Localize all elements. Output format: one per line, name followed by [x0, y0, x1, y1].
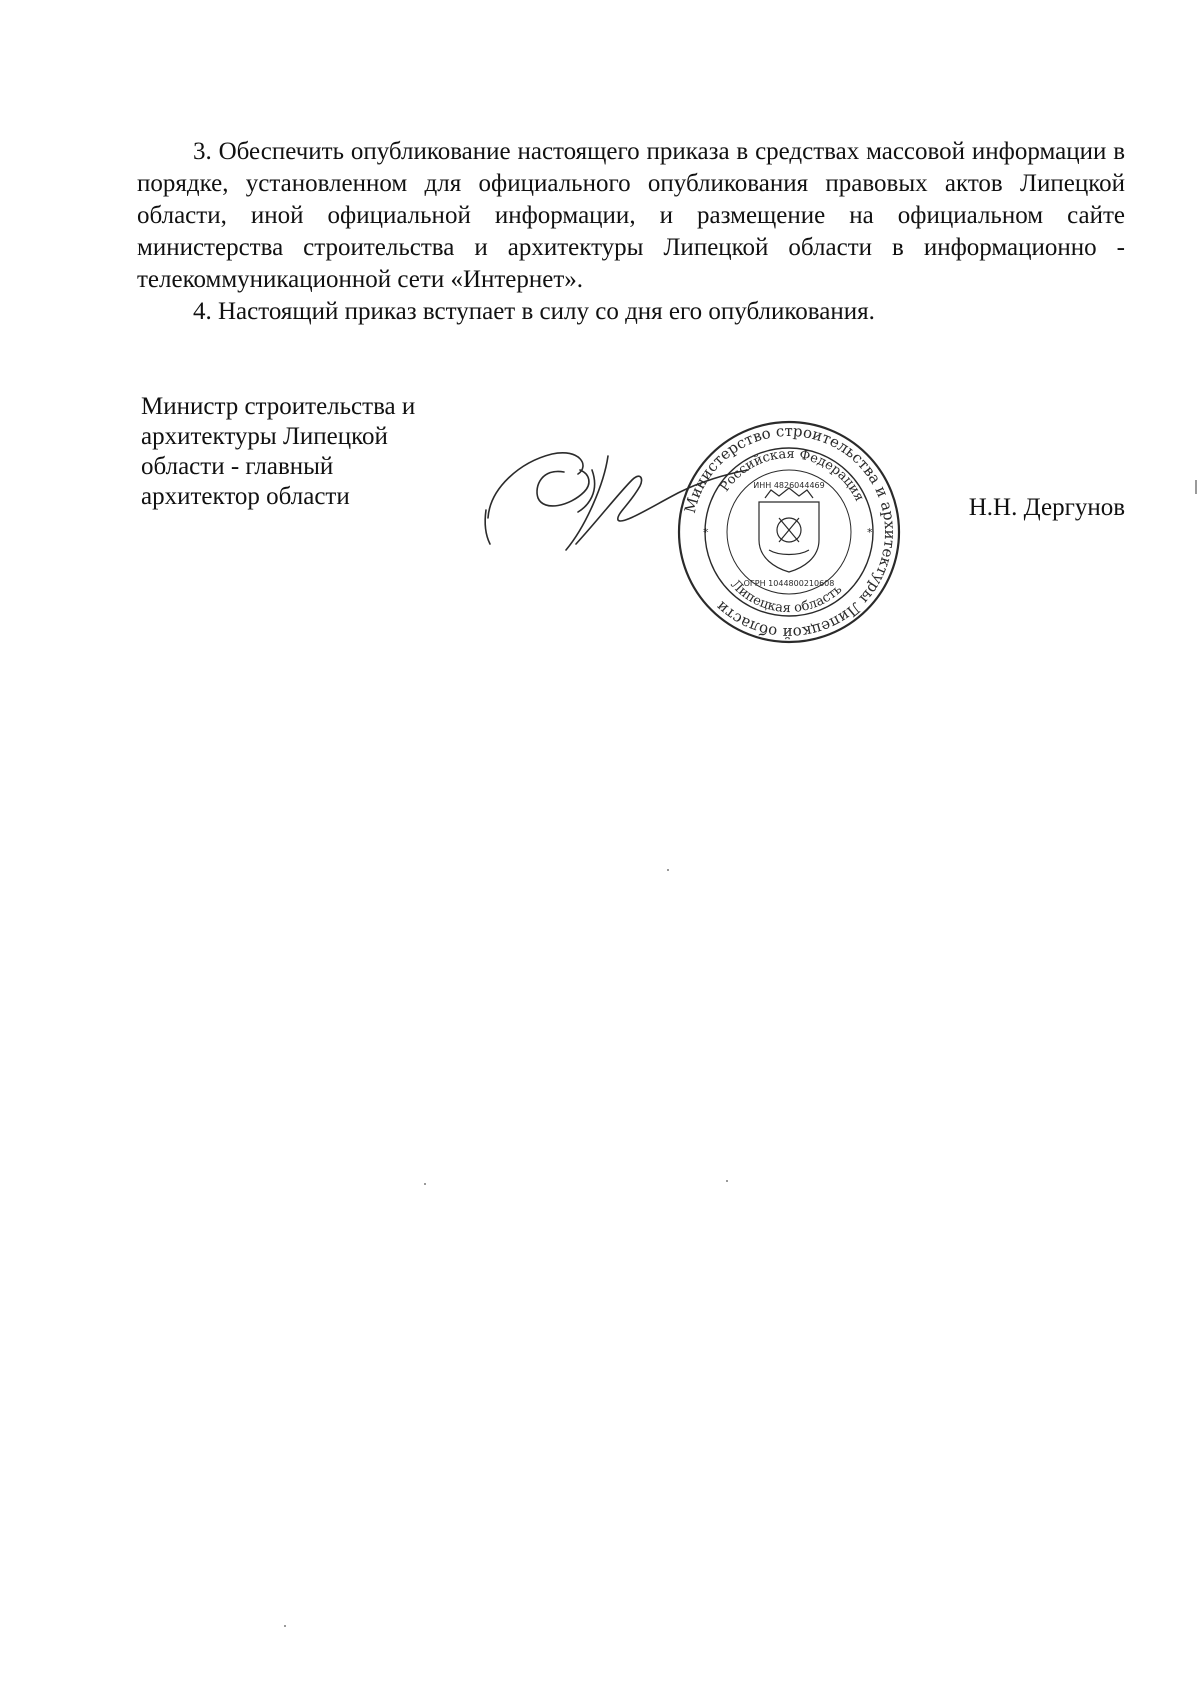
- scan-artifact: [726, 1180, 728, 1182]
- signer-name: Н.Н. Дергунов: [968, 494, 1125, 521]
- seal-star-right: *: [867, 526, 873, 539]
- seal-ogrn: ОГРН 1044800210608: [743, 579, 835, 588]
- order-body: [137, 136, 1125, 328]
- position-line: области - главный: [141, 453, 334, 480]
- signatory-position: [141, 392, 471, 512]
- coat-of-arms-icon: [759, 488, 819, 572]
- official-seal: [675, 418, 903, 646]
- position-line: архитектор области: [141, 483, 350, 510]
- scan-artifact: [1195, 480, 1197, 494]
- scan-artifact: [424, 1183, 426, 1185]
- position-line: архитектуры Липецкой: [141, 423, 388, 450]
- seal-star-left: *: [703, 526, 709, 539]
- seal-inn: ИНН 4826044469: [753, 481, 825, 490]
- scan-artifact: [667, 869, 669, 871]
- seal-outer-text: Министерство строительства и архитектуры Липецкой области: [680, 421, 900, 643]
- position-line: Министр строительства и: [141, 393, 416, 420]
- seal-region-text: Липецкая область: [727, 576, 846, 617]
- seal-country-text: Российская Федерация: [717, 446, 867, 504]
- scan-artifact: [284, 1625, 286, 1627]
- paragraph-3: 3. Обеспечить опубликование настоящего приказа в средствах массовой информации в порядке, установленном для официального опубликования правовых актов Липецкой области, иной официальной информации, и размещение на официальном сайте министерства строительства и архитектуры Липецкой области в информационно - телекоммуникационной сети «Интернет».: [137, 138, 1125, 293]
- paragraph-4: 4. Настоящий приказ вступает в силу со дня его опубликования.: [193, 298, 875, 325]
